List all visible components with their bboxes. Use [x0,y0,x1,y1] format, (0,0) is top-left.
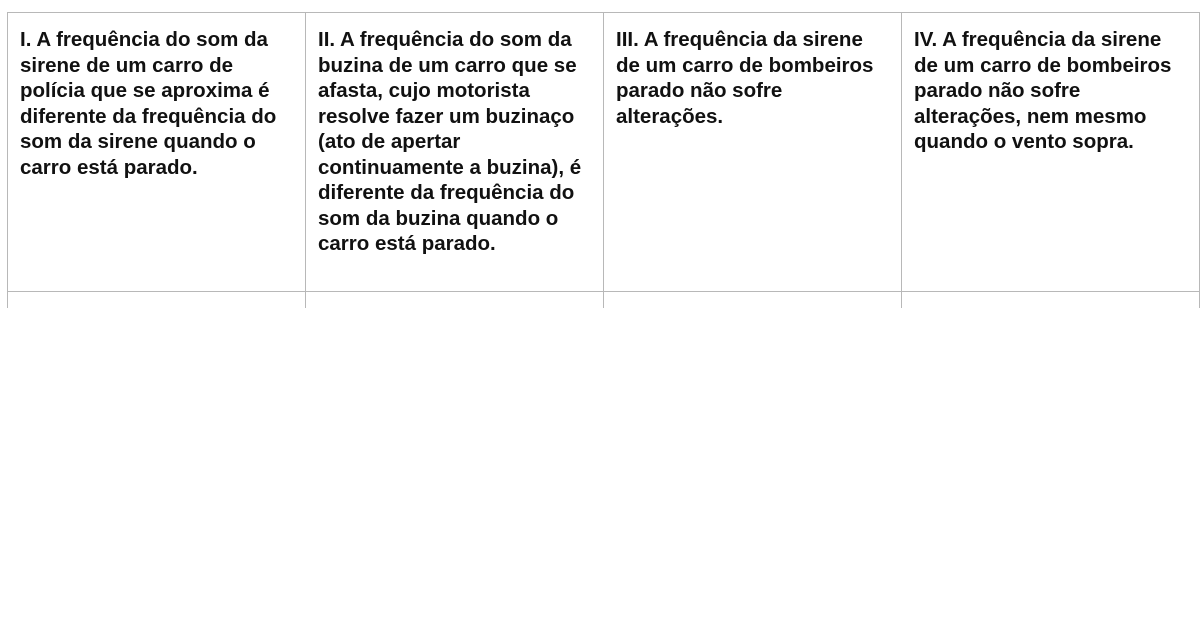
empty-cell [306,292,604,309]
table-row [8,13,1200,292]
empty-cell [604,292,902,309]
table-row [8,292,1200,309]
statement-cell-1: I. A frequência do som da sirene de um carro de polícia que se aproxima é diferente da frequência do som da sirene quando o carro está parado. [8,13,306,292]
statement-cell-4: IV. A frequência da sirene de um carro de bombeiros parado não sofre alterações, nem mesmo quando o vento sopra. [902,13,1200,292]
statement-cell-2: II. A frequência do som da buzina de um carro que se afasta, cujo motorista resolve fazer um buzinaço (ato de apertar continuamente a buzina), é diferente da frequência do som da buzina quando o carro está parado. [306,13,604,292]
statements-table [7,12,1200,308]
empty-cell [902,292,1200,309]
statement-cell-3: III. A frequência da sirene de um carro de bombeiros parado não sofre alterações. [604,13,902,292]
empty-cell [8,292,306,309]
